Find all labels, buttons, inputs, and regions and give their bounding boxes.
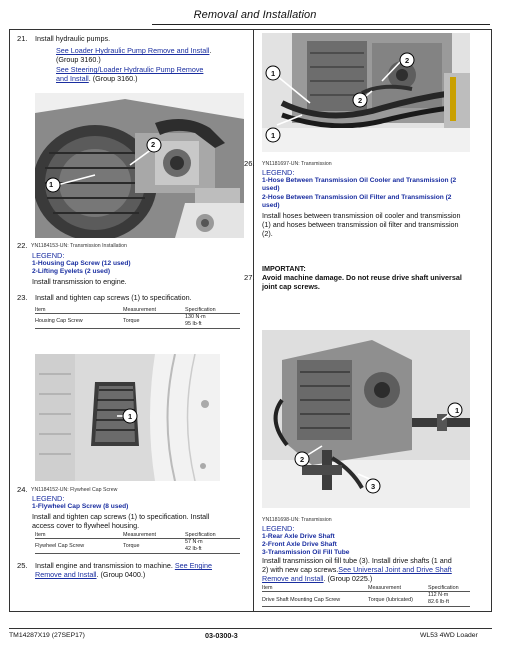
figure-caption: YN1181698-UN: Transmission — [262, 517, 332, 523]
figure-caption: YN1184152-UN: Flywheel Cap Screw — [31, 487, 118, 493]
important-title: IMPORTANT: — [262, 264, 306, 273]
spec-measurement: Torque — [123, 318, 140, 324]
step-26-line2: (1) and hoses between transmission oil filter and transmission — [262, 220, 459, 229]
step-26-number: 26. — [244, 159, 255, 168]
engine-remove-link[interactable]: See Engine — [174, 561, 213, 570]
legend-item-2: 2-Hose Between Transmission Oil Filter and Transmission (2 — [262, 194, 452, 201]
footer-doc-id: TM14287X19 (27SEP17) — [9, 632, 85, 639]
step-24-text-line2: access cover to flywheel housing. — [32, 521, 140, 530]
step-25-number: 25. — [17, 561, 28, 570]
spec-value-imperial: 82.6 lb·ft — [428, 599, 449, 605]
steering-pump-link-cont[interactable]: and Install — [56, 74, 89, 83]
header-rule — [152, 24, 490, 25]
transmission-hoses-photo — [262, 33, 470, 152]
step-24-text-line1: Install and tighten cap screws (1) to specification. Install — [32, 512, 210, 521]
group-ref: . (Group 0225.) — [323, 574, 373, 583]
step-27-number: 27. — [244, 273, 255, 282]
spec-value-imperial: 42 lb·ft — [185, 546, 202, 552]
spec-rule — [35, 328, 240, 329]
callout-3-label: 3 — [371, 482, 376, 491]
spec-measurement: Torque (lubricated) — [368, 597, 413, 603]
page-title: Removal and Installation — [193, 9, 317, 21]
callout-1-label: 1 — [49, 180, 54, 189]
callout-2-label: 2 — [405, 56, 410, 65]
step-25-text: Install engine and transmission to machine. — [35, 561, 173, 570]
callout-2-label: 2 — [300, 455, 305, 464]
spec-value-metric: 112 N·m — [428, 592, 449, 598]
loader-pump-link[interactable]: See Loader Hydraulic Pump Remove and Install — [56, 46, 210, 55]
legend-item-2: 2-Lifting Eyelets (2 used) — [32, 268, 111, 275]
drive-shaft-link[interactable]: See Universal Joint and Drive Shaft — [338, 565, 452, 574]
step-21-link-line — [56, 46, 211, 55]
link-suffix: . (Group 3160.) — [88, 74, 138, 83]
link-suffix: . — [209, 46, 212, 55]
legend-item-2: 2-Front Axle Drive Shaft — [262, 541, 337, 548]
callout-1-label: 1 — [455, 406, 460, 415]
spec-header-measurement: Measurement — [123, 532, 156, 538]
step-27-line2 — [262, 565, 452, 574]
spec-header-measurement: Measurement — [123, 307, 156, 313]
legend-item-2-cont: used) — [262, 202, 280, 209]
steering-pump-link-line1 — [56, 65, 240, 74]
spec-header-measurement: Measurement — [368, 585, 401, 591]
spec-header-specification: Specification — [428, 585, 459, 591]
spec-item: Housing Cap Screw — [35, 318, 83, 324]
step-27-text: 2) with new cap screws. — [262, 565, 339, 574]
step-26-line1: Install hoses between transmission oil cooler and transmission — [262, 211, 461, 220]
spec-header-item: Item — [35, 532, 46, 538]
step-24-number: 24. — [17, 485, 28, 494]
spec-header-specification: Specification — [185, 307, 216, 313]
step-23-number: 23. — [17, 293, 28, 302]
engine-remove-link-cont[interactable]: Remove and Install — [35, 570, 97, 579]
legend-item-1: 1-Hose Between Transmission Oil Cooler and Transmission (2 — [262, 177, 457, 184]
spec-header-item: Item — [35, 307, 46, 313]
spec-measurement: Torque — [123, 543, 140, 549]
legend-title: LEGEND: — [32, 251, 65, 260]
steering-pump-link-line2 — [56, 74, 138, 83]
callout-1-label: 1 — [128, 412, 133, 421]
callout-2-label: 2 — [151, 140, 156, 149]
spec-rule — [35, 553, 240, 554]
spec-value-metric: 130 N·m — [185, 314, 206, 320]
footer-model: WL53 4WD Loader — [420, 632, 478, 639]
steering-pump-link[interactable]: See Steering/Loader Hydraulic Pump Remove — [56, 65, 204, 74]
legend-title: LEGEND: — [262, 168, 295, 177]
legend-title: LEGEND: — [262, 524, 295, 533]
step-26-line3: (2). — [262, 229, 273, 238]
important-line2: joint cap screws. — [262, 282, 320, 291]
legend-item-1: 1-Rear Axle Drive Shaft — [262, 533, 335, 540]
spec-item: Drive Shaft Mounting Cap Screw — [262, 597, 341, 603]
column-divider — [253, 29, 254, 612]
callout-1b-label: 1 — [271, 131, 276, 140]
legend-item-1: 1-Housing Cap Screw (12 used) — [32, 260, 131, 267]
step-27-line3 — [262, 574, 372, 583]
important-line1: Avoid machine damage. Do not reuse drive shaft universal — [262, 273, 462, 282]
callout-2b-label: 2 — [358, 96, 363, 105]
spec-value-metric: 57 N·m — [185, 539, 203, 545]
transmission-installation-photo — [35, 93, 244, 238]
step-21-text: Install hydraulic pumps. — [35, 34, 111, 43]
figure-caption: YN1184153-UN: Transmission Installation — [31, 243, 127, 249]
drive-shaft-link-cont[interactable]: Remove and Install — [262, 574, 324, 583]
spec-header-specification: Specification — [185, 532, 216, 538]
step-21-number: 21. — [17, 34, 28, 43]
legend-item-1: 1-Flywheel Cap Screw (8 used) — [32, 503, 129, 510]
group-ref: (Group 3160.) — [56, 55, 101, 64]
spec-item: Flywheel Cap Screw — [35, 543, 85, 549]
spec-header-item: Item — [262, 585, 273, 591]
step-27-line1: Install transmission oil fill tube (3). Install drive shafts (1 and — [262, 556, 452, 565]
spec-value-imperial: 95 lb·ft — [185, 321, 202, 327]
legend-item-3: 3-Transmission Oil Fill Tube — [262, 549, 350, 556]
spec-rule — [262, 606, 470, 607]
footer-page-number: 03-0300-3 — [205, 631, 238, 640]
step-22-number: 22. — [17, 241, 28, 250]
spec-rule — [35, 538, 240, 539]
step-23-text: Install and tighten cap screws (1) to specification. — [35, 293, 192, 302]
step-22-text: Install transmission to engine. — [32, 277, 127, 286]
footer-rule — [9, 628, 492, 629]
step-25-line2 — [35, 570, 145, 579]
step-25-line1 — [35, 561, 212, 570]
callout-1-label: 1 — [271, 69, 276, 78]
legend-item-1-cont: used) — [262, 185, 280, 192]
group-ref: . (Group 0400.) — [96, 570, 146, 579]
figure-caption: YN1181697-UN: Transmission — [262, 161, 332, 167]
legend-title: LEGEND: — [32, 494, 65, 503]
spec-rule — [35, 313, 240, 314]
drive-shaft-photo — [262, 330, 470, 508]
